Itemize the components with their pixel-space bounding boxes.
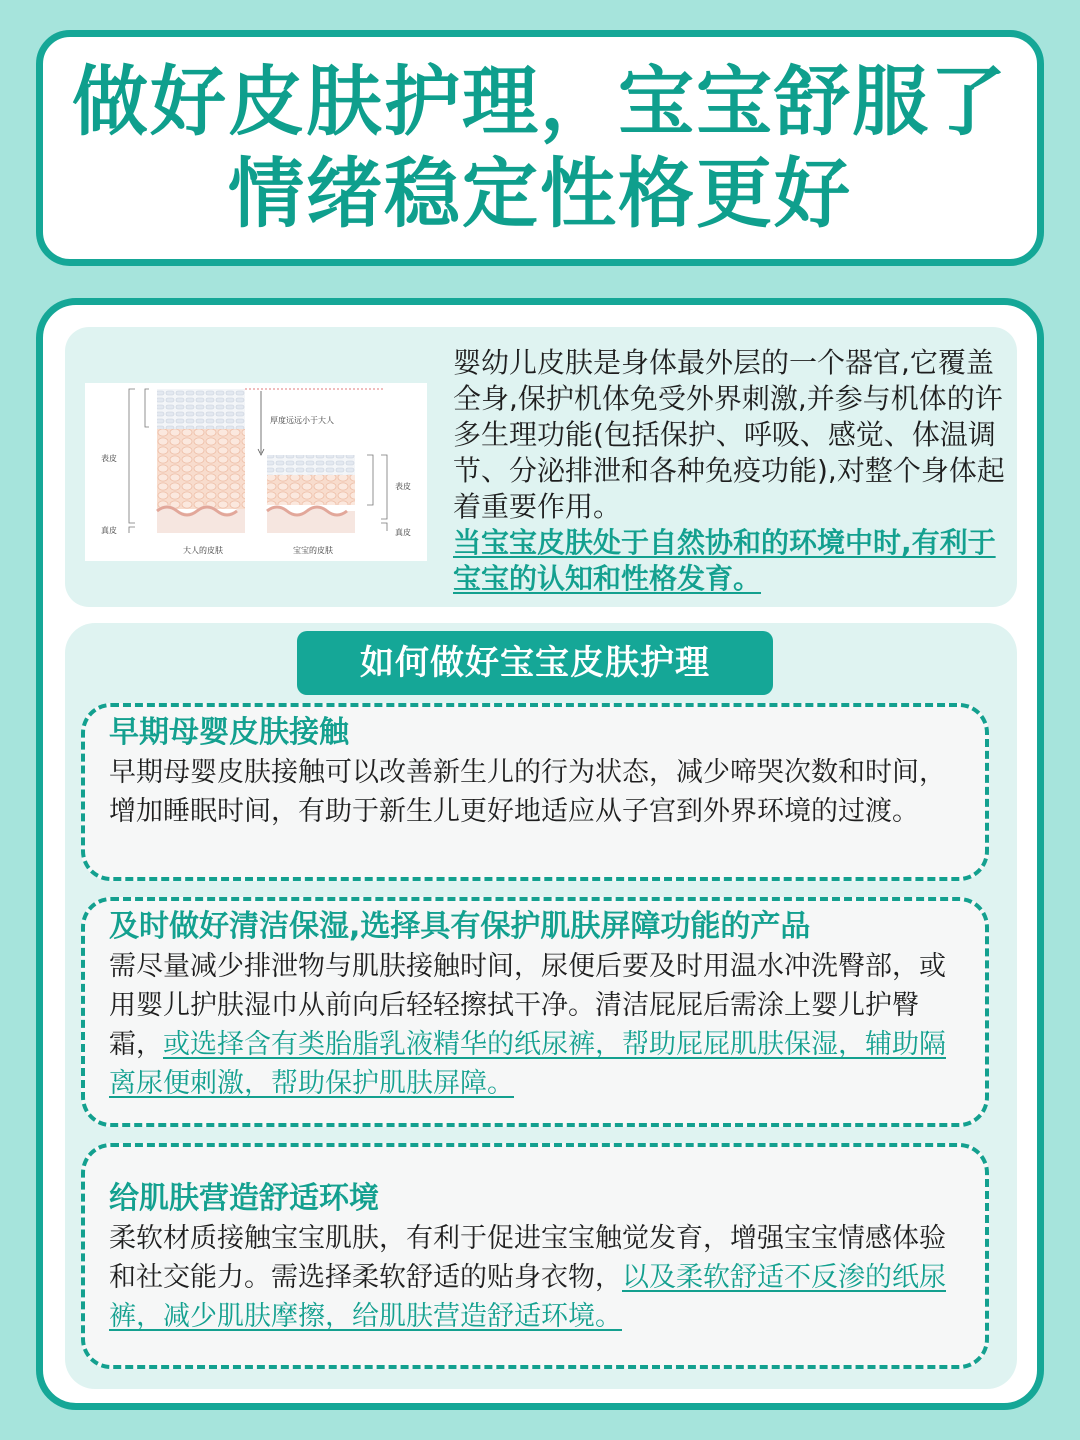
skin-comparison-diagram bbox=[85, 383, 427, 561]
title-card bbox=[36, 30, 1044, 266]
tip-body bbox=[109, 947, 963, 1103]
adult-skin-caption: 大人的皮肤 bbox=[183, 546, 223, 555]
tip-title: 给肌肤营造舒适环境 bbox=[109, 1181, 379, 1216]
tip-title: 早期母婴皮肤接触 bbox=[109, 715, 349, 750]
baby-skin-caption: 宝宝的皮肤 bbox=[293, 546, 333, 555]
adult-dermis-label: 真皮 bbox=[101, 526, 117, 535]
care-panel bbox=[65, 623, 1017, 1389]
tip-body-text: 需尽量减少排泄物与肌肤接触时间，尿便后要及时用温水冲洗臀部，或用婴儿护肤湿巾从前向后轻轻擦拭干净。清洁屁屁后需涂上婴儿护臀霜， bbox=[109, 951, 946, 1060]
intro-text bbox=[453, 345, 1013, 597]
care-heading: 如何做好宝宝皮肤护理 bbox=[297, 631, 773, 695]
baby-epidermis-label: 表皮 bbox=[395, 482, 411, 491]
tip-title: 及时做好清洁保湿,选择具有保护肌肤屏障功能的产品 bbox=[109, 909, 811, 944]
tip-body bbox=[109, 1219, 963, 1336]
tip-body-text: 柔软材质接触宝宝肌肤，有利于促进宝宝触觉发育，增强宝宝情感体验和社交能力。需选择柔软舒适的贴身衣物， bbox=[109, 1223, 946, 1293]
tip-highlight-link[interactable]: 或选择含有类胎脂乳液精华的纸尿裤，帮助屁屁肌肤保湿，辅助隔离尿便刺激，帮助保护肌肤屏障。 bbox=[109, 1029, 946, 1099]
tip-card-cleaning bbox=[81, 897, 989, 1127]
main-card bbox=[36, 298, 1044, 1410]
tip-card-skin-contact bbox=[81, 703, 989, 881]
page-title-line-2: 情绪稳定性格更好 bbox=[228, 149, 852, 238]
baby-dermis-label: 真皮 bbox=[395, 528, 411, 537]
baby-skin-sample bbox=[267, 455, 355, 533]
adult-epidermis-label: 表皮 bbox=[101, 454, 117, 463]
tip-highlight-link[interactable]: 以及柔软舒适不反渗的纸尿裤，减少肌肤摩擦，给肌肤营造舒适环境。 bbox=[109, 1262, 946, 1332]
tip-card-comfort bbox=[81, 1143, 989, 1369]
intro-paragraph: 婴幼儿皮肤是身体最外层的一个器官,它覆盖全身,保护机体免受外界刺激,并参与机体的许多生理功能(包括保护、呼吸、感觉、体温调节、分泌排泄和各种免疫功能),对整个身体起着重要作用。 bbox=[453, 346, 1005, 523]
intro-highlight: 当宝宝皮肤处于自然协和的环境中时,有利于宝宝的认知和性格发育。 bbox=[453, 526, 996, 595]
thinner-note-label: 厚度远远小于大人 bbox=[270, 416, 334, 425]
intro-panel bbox=[65, 327, 1017, 607]
tip-body bbox=[109, 753, 963, 831]
tip-body-text: 早期母婴皮肤接触可以改善新生儿的行为状态，减少啼哭次数和时间，增加睡眠时间，有助于新生儿更好地适应从子宫到外界环境的过渡。 bbox=[109, 757, 946, 827]
adult-skin-sample bbox=[157, 389, 245, 533]
page-title-line-1: 做好皮肤护理，宝宝舒服了 bbox=[72, 57, 1008, 146]
